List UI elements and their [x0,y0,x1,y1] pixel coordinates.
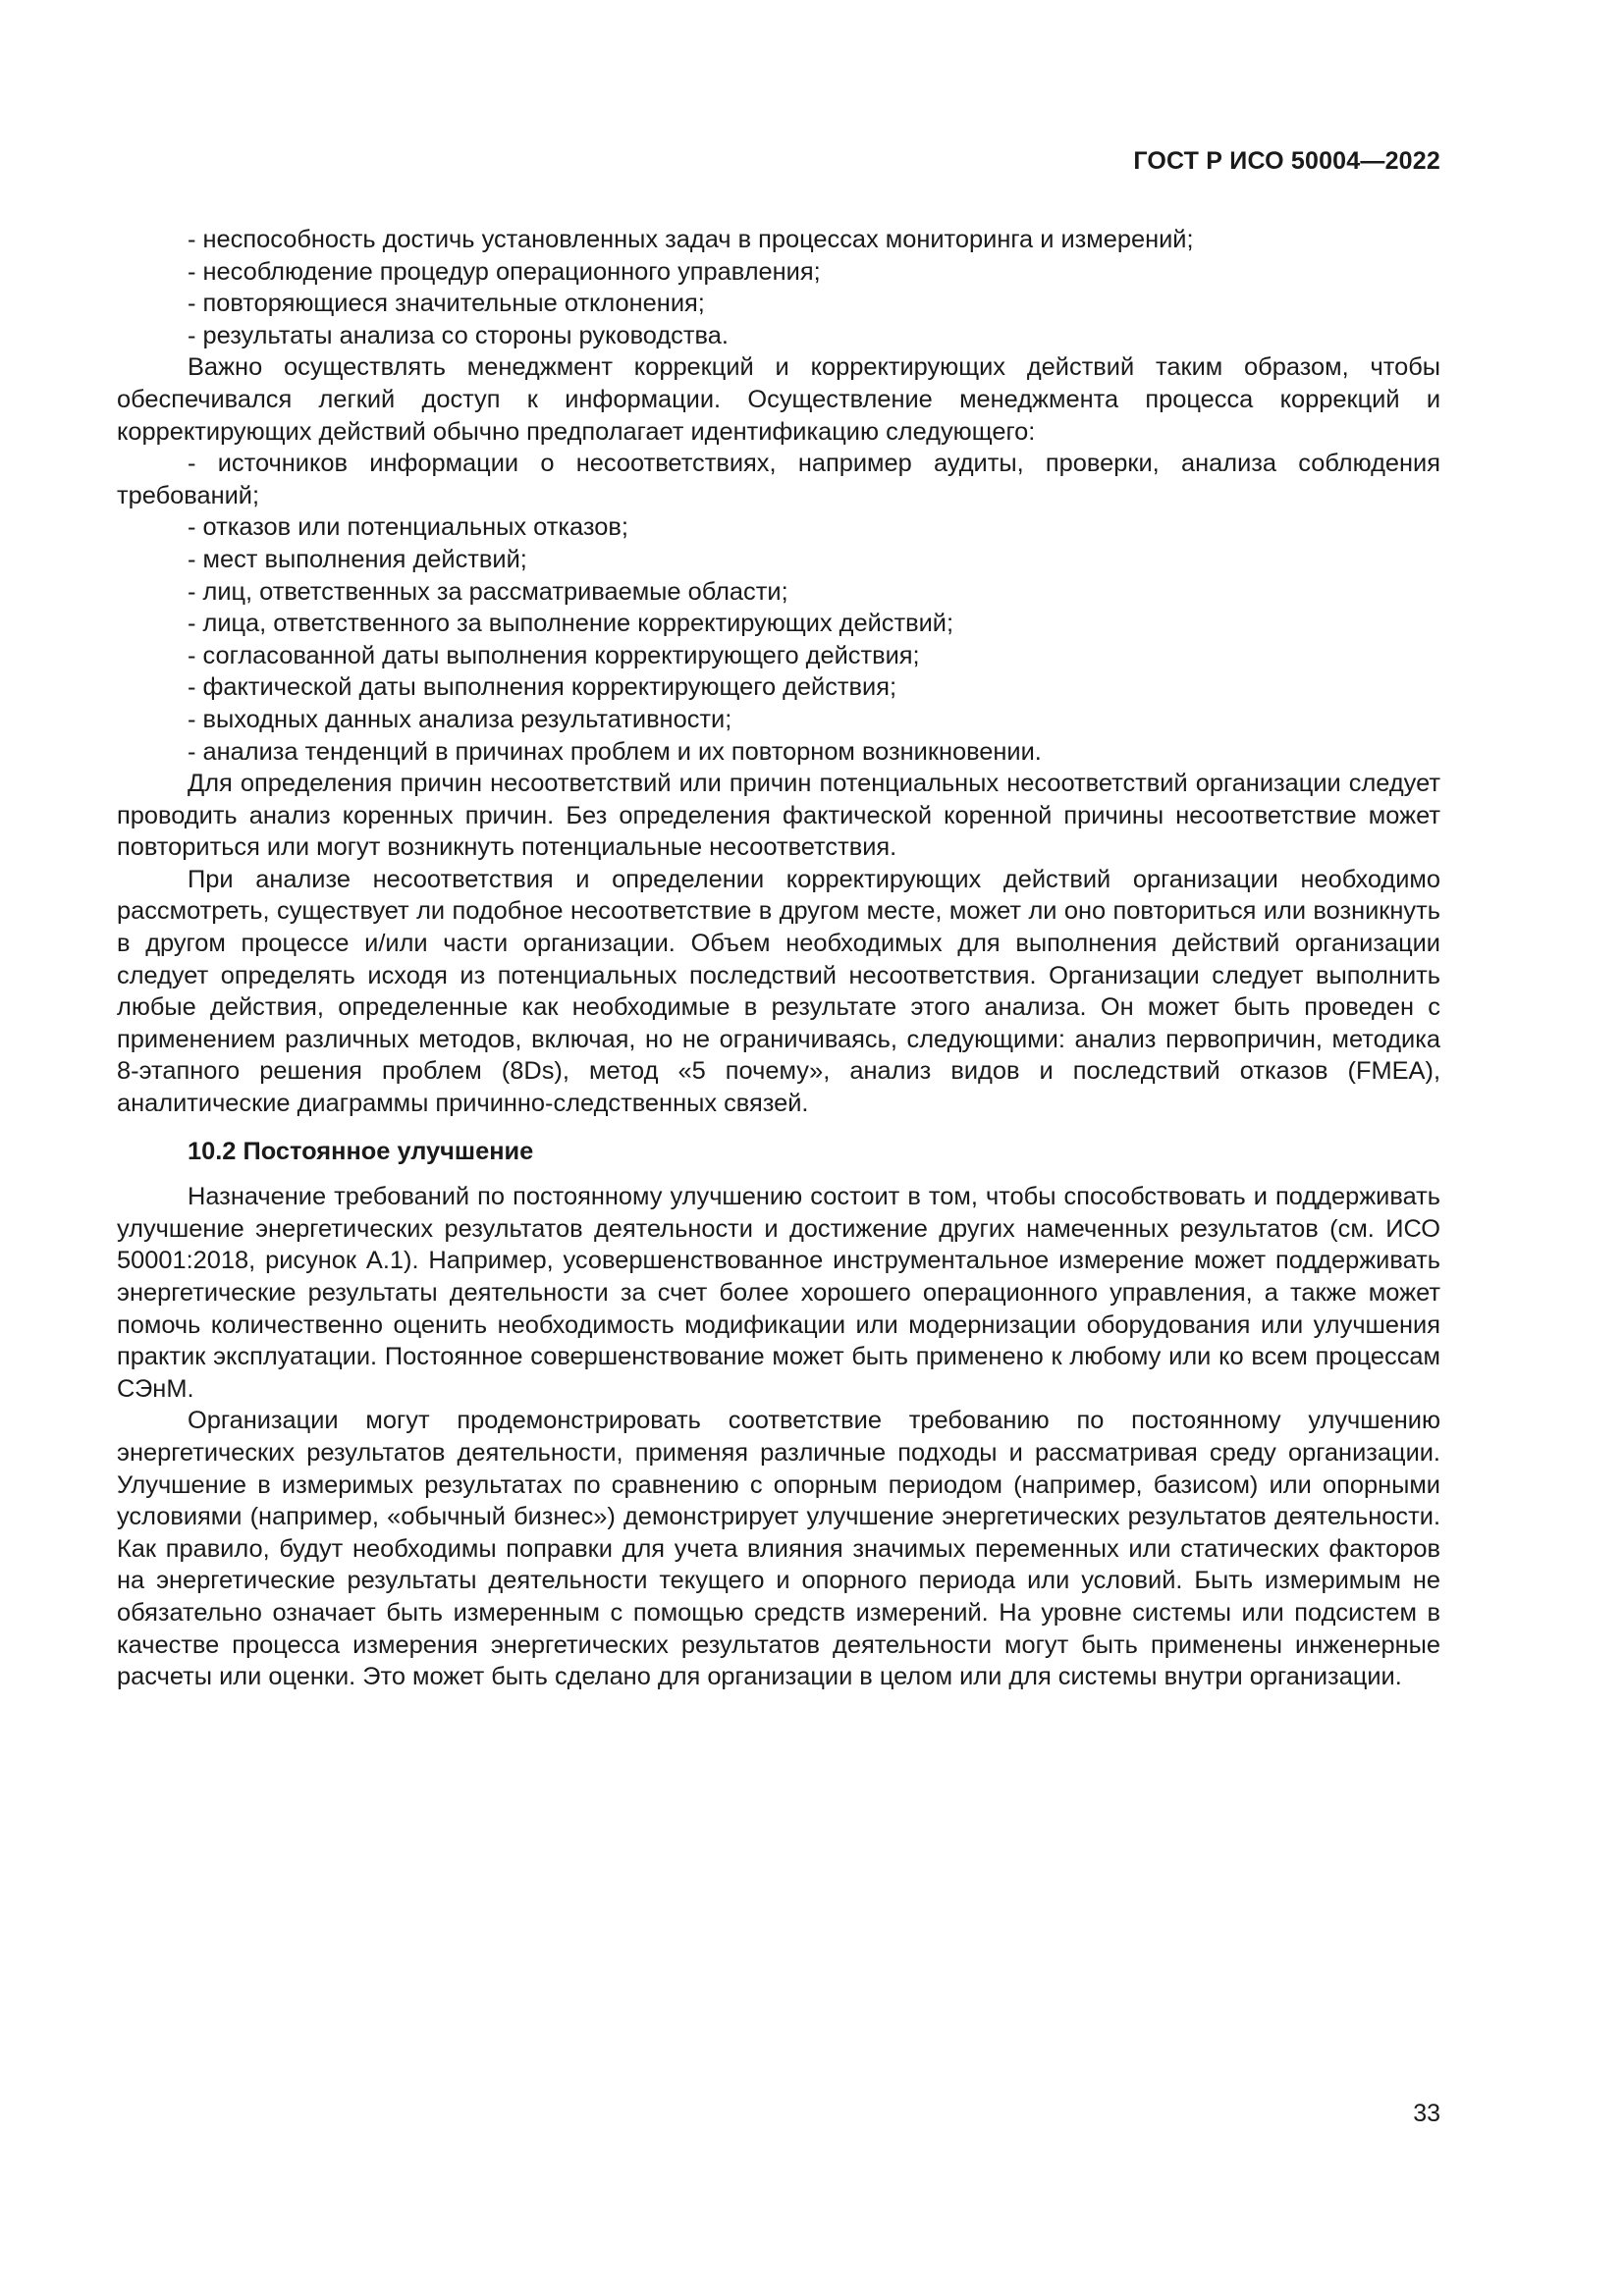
list-item: - мест выполнения действий; [188,545,527,573]
list-item: - отказов или потенциальных отказов; [188,513,628,542]
list-item: - согласованной даты выполнения корректирующего действия; [188,641,920,669]
list-item: - лица, ответственного за выполнение корректирующих действий; [188,610,954,638]
paragraph: Организации могут продемонстрировать соответствие требованию по постоянному улучшению энергетических результатов деятельности, применяя различные подходы и рассматривая среду организации. Улучшение в измеримых результатах по сравнению с опорным периодом (например, базисом) или опорными условиями (например, «обычный бизнес») демонстрирует улучшение энергетических результатов деятельности. Как правило, будут необходимы поправки для учета влияния значимых переменных или статических факторов на энергетические результаты деятельности текущего и опорного периода или условий. Быть измеримым не обязательно означает быть измеренным с помощью средств измерений. На уровне системы или подсистем в качестве процесса измерения энергетических результатов деятельности могут быть применены инженерные расчеты или оценки. Это может быть сделано для организации в целом или для системы внутри организации. [117,1407,1440,1691]
list-item: - повторяющиеся значительные отклонения; [188,290,705,318]
paragraph: При анализе несоответствия и определении корректирующих действий организации необходимо рассмотреть, существует ли подобное несоответствие в другом месте, может ли оно повториться или возникнуть в другом процессе и/или части организации. Объем необходимых для выполнения действий организации следует определять исходя из потенциальных последствий несоответствия. Организации следует выполнить любые действия, определенные как необходимые в результате этого анализа. Он может быть проведен с применением различных методов, включая, но не ограничиваясь, следующими: анализ первопричин, методика 8-этапного решения проблем (8Ds), метод «5 почему», анализ видов и последствий отказов (FMEA), аналитические диаграммы причинно-следственных связей. [117,865,1440,1118]
list-item: - неспособность достичь установленных задач в процессах мониторинга и измерений; [188,226,1194,253]
list-item: - анализа тенденций в причинах проблем и их повторном возникновении. [188,737,1042,766]
paragraph: Важно осуществлять менеджмент коррекций и корректирующих действий таким образом, чтобы обеспечивался легкий доступ к информации. Осуществление менеджмента процесса коррекций и корректирующих действий обычно предполагает идентификацию следующего: [117,353,1440,446]
page-number: 33 [1413,2100,1440,2127]
section-heading: 10.2 Постоянное улучшение [188,1137,534,1165]
list-item: - источников информации о несоответствиях, например аудиты, проверки, анализа соблюдения требований; [117,450,1440,509]
list-conditions [117,224,1440,351]
paragraph: Назначение требований по постоянному улучшению состоит в том, чтобы способствовать и поддерживать улучшение энергетических результатов деятельности и достижение других намеченных результатов (см. ИСО 50001:2018, рисунок А.1). Например, усовершенствованное инструментальное измерение может поддерживать энергетические результаты деятельности за счет более хорошего операционного управления, а также может помочь количественно оценить необходимость модификации или модернизации оборудования или улучшения практик эксплуатации. Постоянное совершенствование может быть применено к любому или ко всем процессам СЭнМ. [117,1183,1440,1403]
page-content [117,224,1440,1693]
list-identification [117,448,1440,768]
list-item: - несоблюдение процедур операционного управления; [188,257,821,286]
list-item: - лиц, ответственных за рассматриваемые области; [188,577,788,606]
document-code-header: ГОСТ Р ИСО 50004—2022 [1133,147,1440,175]
list-item: - фактической даты выполнения корректирующего действия; [188,673,897,702]
paragraph: Для определения причин несоответствий или причин потенциальных несоответствий организации следует проводить анализ коренных причин. Без определения фактической коренной причины несоответствие может повториться или могут возникнуть потенциальные несоответствия. [117,770,1440,862]
list-item: - результаты анализа со стороны руководства. [188,321,729,349]
list-item: - выходных данных анализа результативности; [188,705,732,733]
